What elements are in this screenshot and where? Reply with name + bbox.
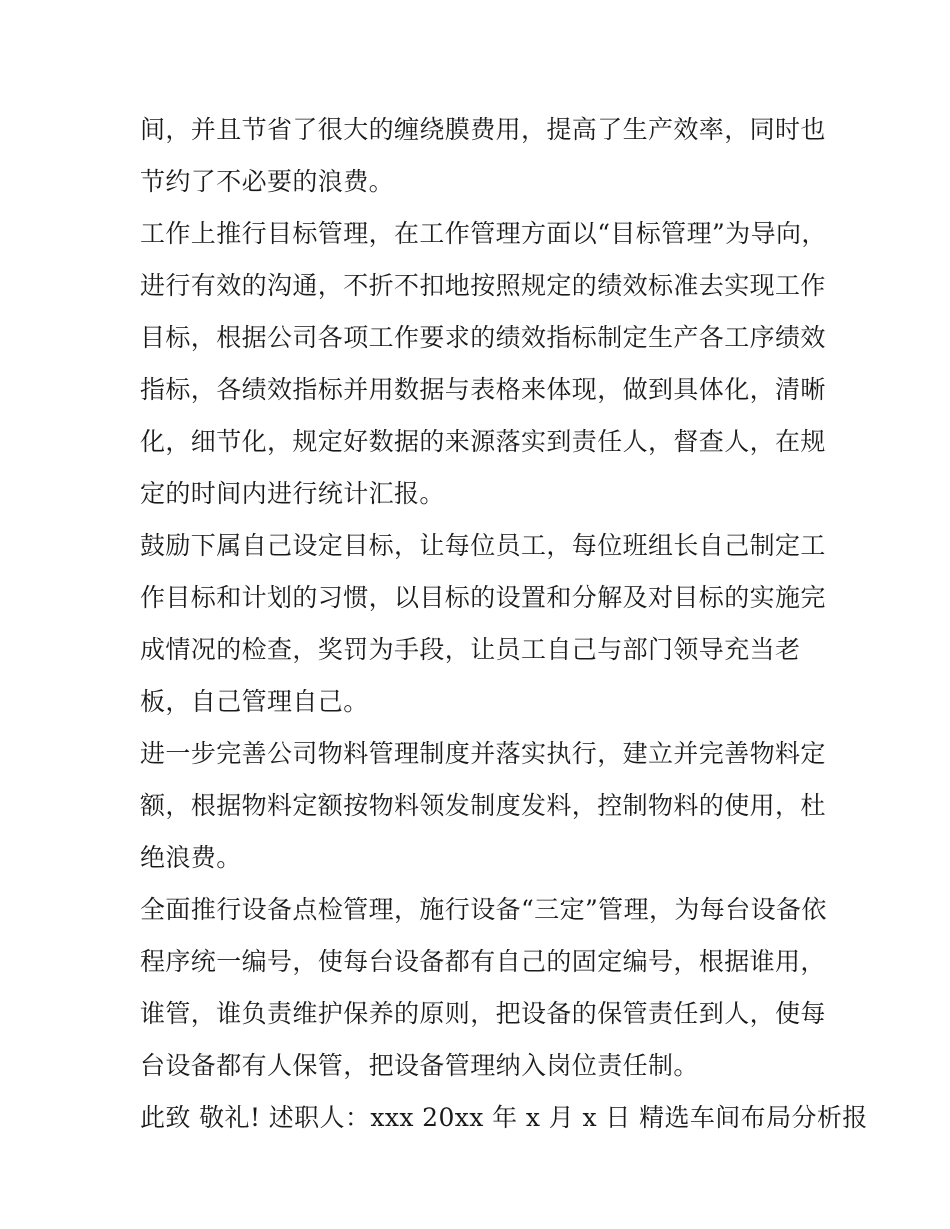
- text-line: 全面推行设备点检管理，施行设备“三定”管理，为每台设备依: [140, 895, 827, 924]
- text-line: 此致 敬礼! 述职人：xxx 20xx 年 x 月 x 日 精选车间布局分析报: [140, 1103, 868, 1132]
- text-line: 额，根据物料定额按物料领发制度发料，控制物料的使用，杜: [140, 791, 826, 820]
- text-line: 指标，各绩效指标并用数据与表格来体现，做到具体化，清晰: [140, 375, 826, 404]
- text-line: 工作上推行目标管理，在工作管理方面以“目标管理”为导向，: [140, 219, 827, 248]
- text-line: 绝浪费。: [140, 843, 242, 872]
- text-line: 进行有效的沟通，不折不扣地按照规定的绩效标准去实现工作: [140, 271, 826, 300]
- text-line: 目标，根据公司各项工作要求的绩效指标制定生产各工序绩效: [140, 323, 826, 352]
- text-line: 间，并且节省了很大的缠绕膜费用，提高了生产效率，同时也: [140, 115, 826, 144]
- text-line: 程序统一编号，使每台设备都有自己的固定编号，根据谁用，: [140, 947, 826, 976]
- text-line: 定的时间内进行统计汇报。: [140, 479, 445, 508]
- text-line: 进一步完善公司物料管理制度并落实执行，建立并完善物料定: [140, 739, 826, 768]
- text-line: 成情况的检查，奖罚为手段，让员工自己与部门领导充当老: [140, 635, 801, 664]
- text-line: 鼓励下属自己设定目标，让每位员工，每位班组长自己制定工: [140, 531, 826, 560]
- text-line: 谁管，谁负责维护保养的原则，把设备的保管责任到人，使每: [140, 999, 826, 1028]
- text-line: 节约了不必要的浪费。: [140, 167, 395, 196]
- text-line: 化，细节化，规定好数据的来源落实到责任人，督查人，在规: [140, 427, 826, 456]
- text-line: 作目标和计划的习惯，以目标的设置和分解及对目标的实施完: [140, 583, 826, 612]
- text-line: 板，自己管理自己。: [140, 687, 369, 716]
- text-line: 台设备都有人保管，把设备管理纳入岗位责任制。: [140, 1051, 699, 1080]
- document-body: [140, 104, 868, 1144]
